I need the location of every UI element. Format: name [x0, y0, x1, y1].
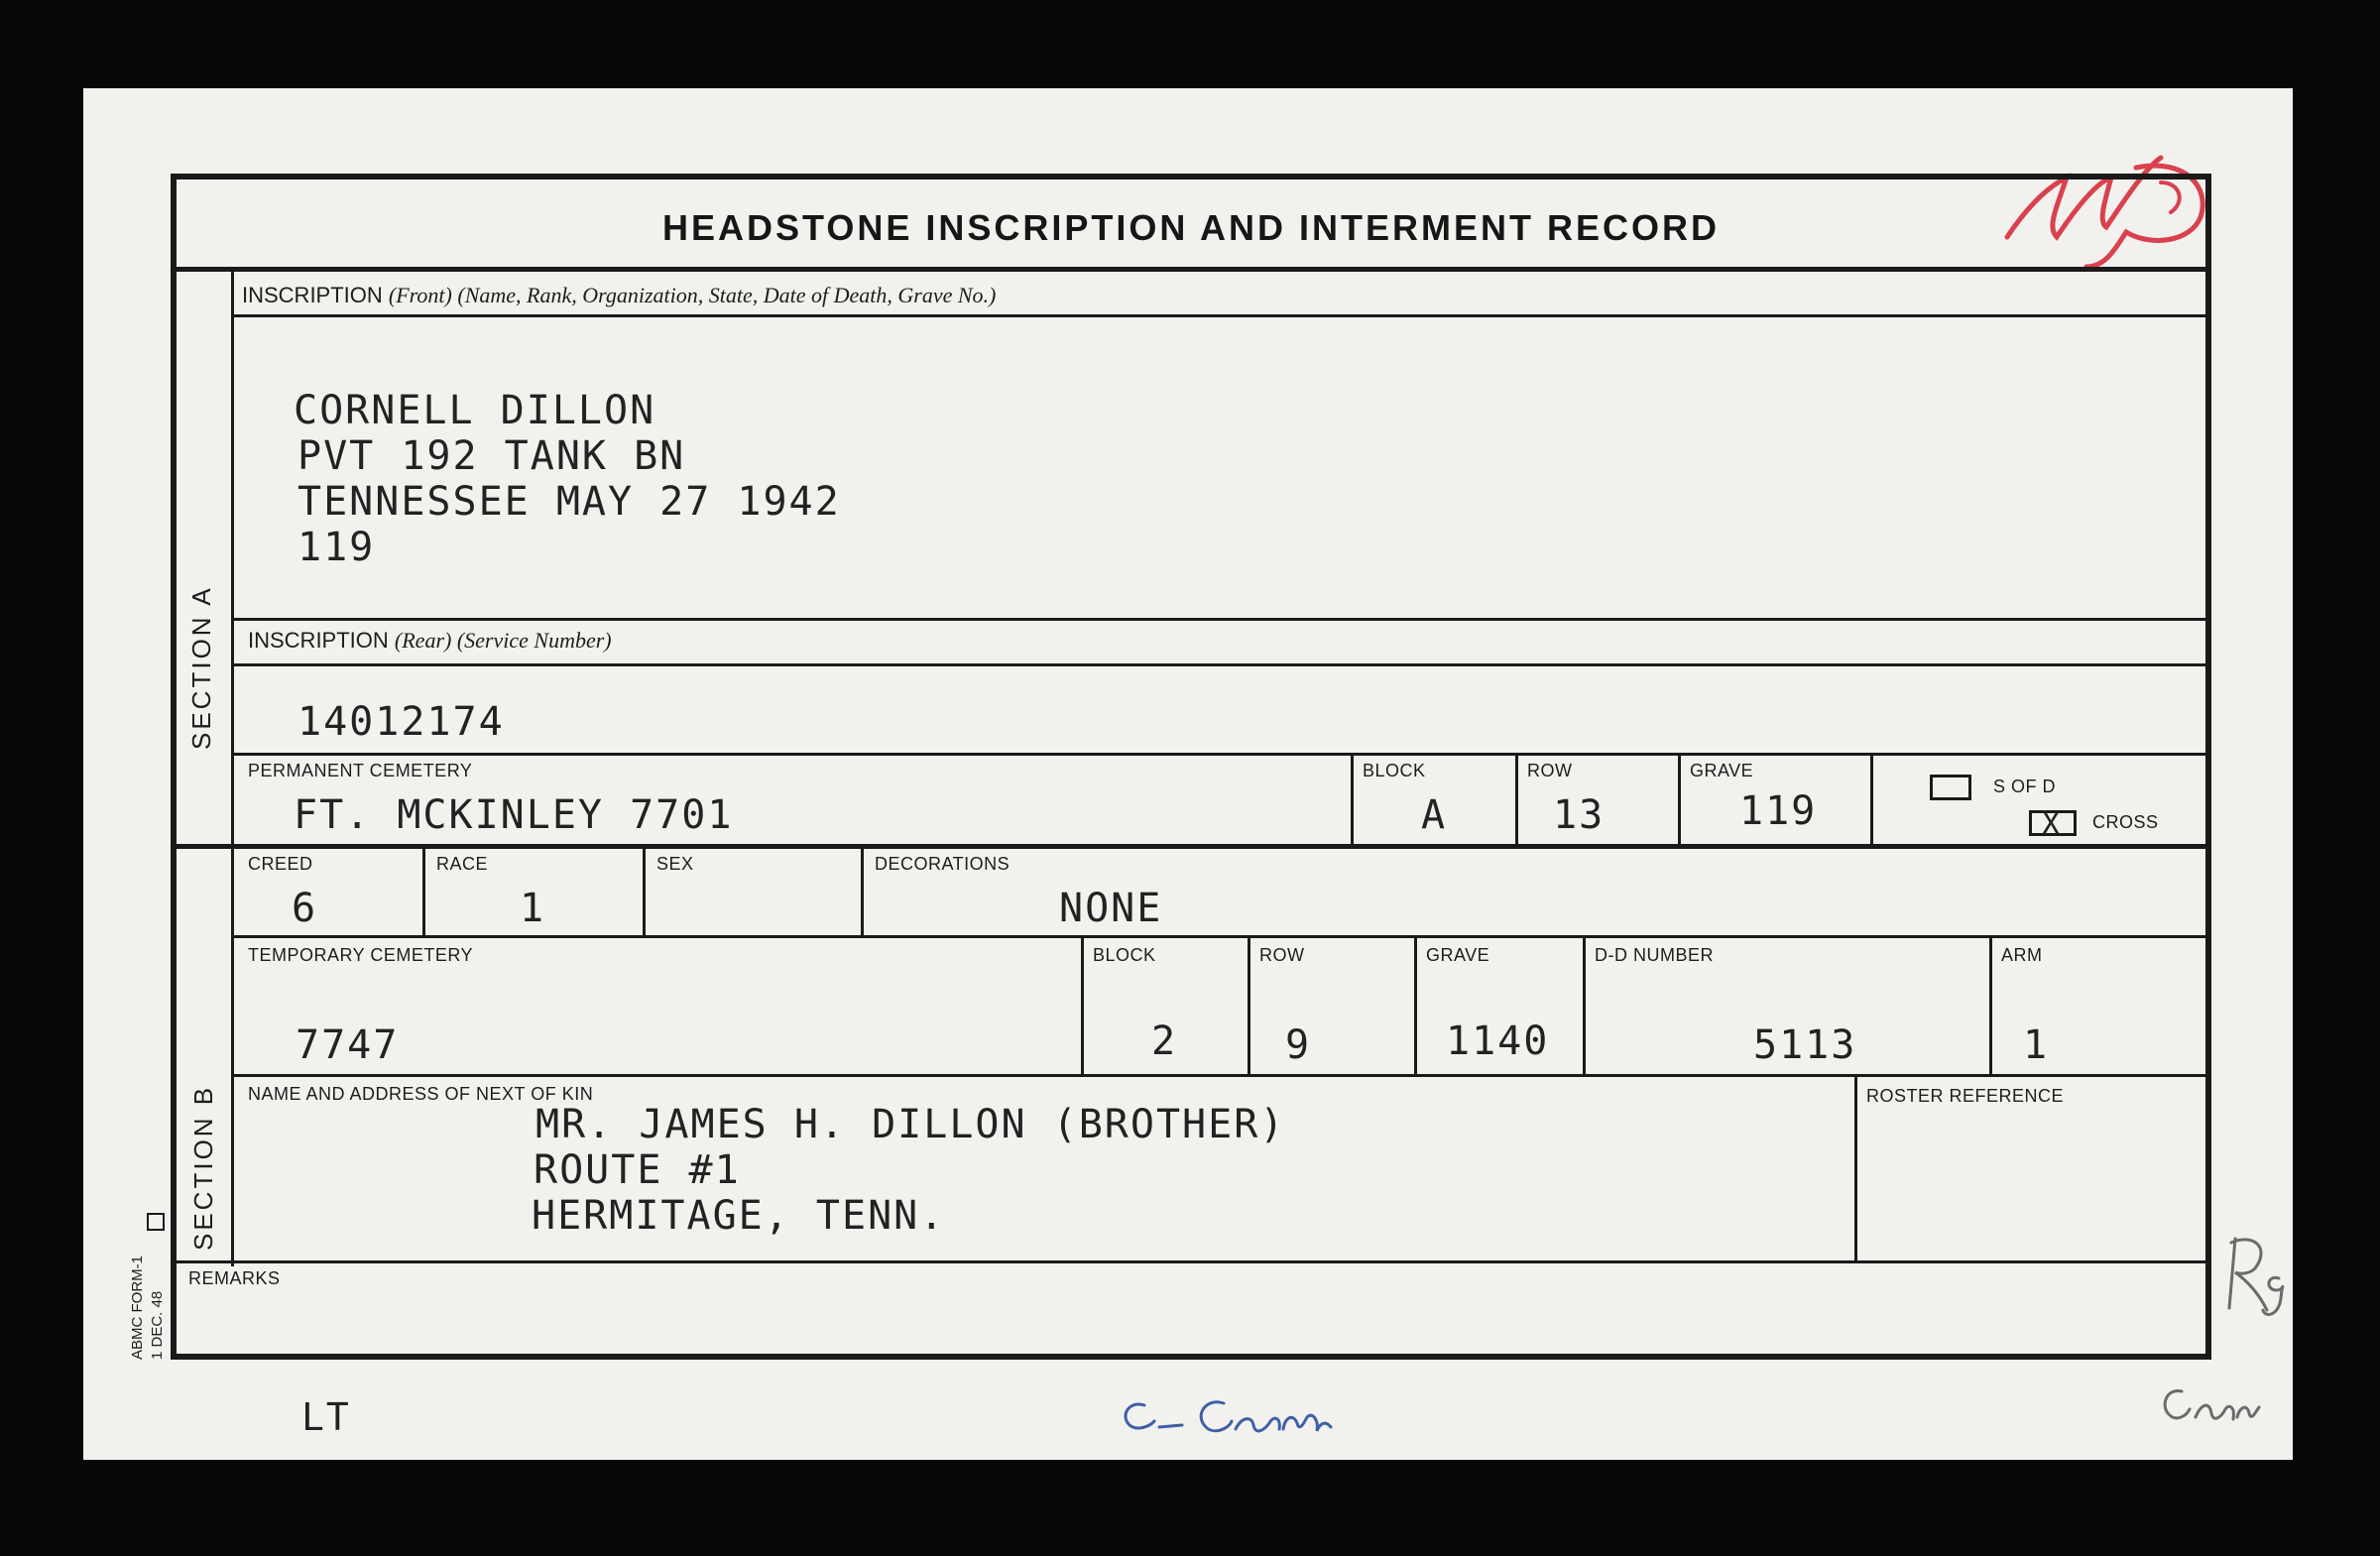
remarks-top [177, 1260, 2205, 1263]
title-divider [177, 267, 2205, 272]
s-of-d-checkbox[interactable] [1930, 775, 1971, 800]
rear-label-divider [233, 663, 2205, 666]
dd-number-value: 5113 [1753, 1022, 1857, 1068]
temporary-cemetery-value: 7747 [296, 1022, 400, 1068]
form-id: ABMC FORM-1 [129, 1256, 146, 1360]
temp-row-label: ROW [1259, 945, 1305, 965]
row-value: 13 [1553, 792, 1606, 838]
rear-top-divider [233, 618, 2205, 621]
section-b-label: SECTION B [188, 1084, 218, 1251]
perm-grave-divider [1678, 753, 1681, 846]
creed-race-divider [422, 846, 425, 937]
permanent-cemetery-value: FT. MCKINLEY 7701 [294, 792, 734, 838]
dd-number-label: D-D NUMBER [1595, 945, 1714, 965]
form-frame [171, 174, 2211, 1360]
grey-pencil-initials-right [2215, 1219, 2295, 1328]
cross-checkbox[interactable] [2029, 807, 2077, 842]
cross-check-mark: X [2042, 807, 2061, 842]
grave-label: GRAVE [1690, 761, 1754, 780]
record-card [83, 88, 2293, 1460]
next-of-kin-label: NAME AND ADDRESS OF NEXT OF KIN [248, 1084, 594, 1104]
kin-line-name: MR. JAMES H. DILLON (BROTHER) [536, 1102, 1286, 1147]
permanent-cemetery-label: PERMANENT CEMETERY [248, 761, 473, 780]
decorations-label: DECORATIONS [875, 854, 1011, 874]
temp-row-value: 9 [1285, 1022, 1312, 1068]
row-label: ROW [1527, 761, 1573, 780]
sex-decorations-divider [861, 846, 864, 937]
cross-label: CROSS [2092, 812, 2159, 832]
kin-row-top [233, 1074, 2205, 1077]
roster-reference-label: ROSTER REFERENCE [1866, 1086, 2065, 1106]
temp-arm-divider [1989, 937, 1992, 1076]
grave-value: 119 [1739, 788, 1818, 834]
kin-roster-divider [1854, 1076, 1857, 1262]
temp-block-value: 2 [1150, 1018, 1178, 1064]
race-value: 1 [520, 886, 546, 931]
s-of-d-label: S OF D [1993, 777, 2057, 796]
creed-label: CREED [248, 854, 313, 874]
temp-grave-value: 1140 [1446, 1018, 1550, 1064]
remarks-label: REMARKS [188, 1268, 281, 1288]
kin-line-route: ROUTE #1 [534, 1147, 741, 1193]
temp-row-top [233, 935, 2205, 938]
block-value: A [1420, 792, 1448, 838]
rear-inscription-label: INSCRIPTION (Rear) (Service Number) [248, 628, 612, 653]
blue-ink-initials [1115, 1385, 1343, 1455]
temp-dd-divider [1583, 937, 1586, 1076]
form-title: HEADSTONE INSCRIPTION AND INTERMENT RECORD [661, 207, 1721, 248]
temp-block-label: BLOCK [1093, 945, 1156, 965]
front-line-name: CORNELL DILLON [294, 388, 656, 433]
front-label-divider [233, 314, 2205, 317]
perm-row-top [233, 753, 2205, 756]
temp-row-divider [1248, 937, 1250, 1076]
front-inscription-label: INSCRIPTION (Front) (Name, Rank, Organization, State, Date of Death, Grave No.) [242, 283, 997, 307]
kin-line-city: HERMITAGE, TENN. [532, 1193, 946, 1239]
perm-marker-divider [1870, 753, 1873, 846]
race-sex-divider [643, 846, 646, 937]
bottom-note: LT [301, 1395, 351, 1439]
form-margin-checkbox[interactable] [147, 1213, 165, 1231]
grey-pencil-initials-bottom [2156, 1377, 2265, 1437]
perm-row-divider [1515, 753, 1518, 846]
front-line-rank: PVT 192 TANK BN [298, 433, 686, 479]
section-a-label: SECTION A [186, 585, 216, 750]
section-divider [177, 844, 2205, 849]
creed-value: 6 [292, 886, 318, 931]
decorations-value: NONE [1059, 886, 1163, 931]
form-date: 1 DEC. 48 [149, 1290, 166, 1360]
temp-grave-divider [1414, 937, 1417, 1076]
front-line-grave: 119 [298, 525, 376, 570]
temp-grave-label: GRAVE [1426, 945, 1490, 965]
section-column-border [231, 269, 234, 1266]
temporary-cemetery-label: TEMPORARY CEMETERY [248, 945, 474, 965]
front-line-state-date: TENNESSEE MAY 27 1942 [298, 479, 841, 525]
sex-label: SEX [656, 854, 694, 874]
block-label: BLOCK [1363, 761, 1426, 780]
arm-label: ARM [2001, 945, 2043, 965]
arm-value: 1 [2023, 1022, 2050, 1068]
race-label: RACE [436, 854, 489, 874]
service-number: 14012174 [298, 699, 505, 745]
